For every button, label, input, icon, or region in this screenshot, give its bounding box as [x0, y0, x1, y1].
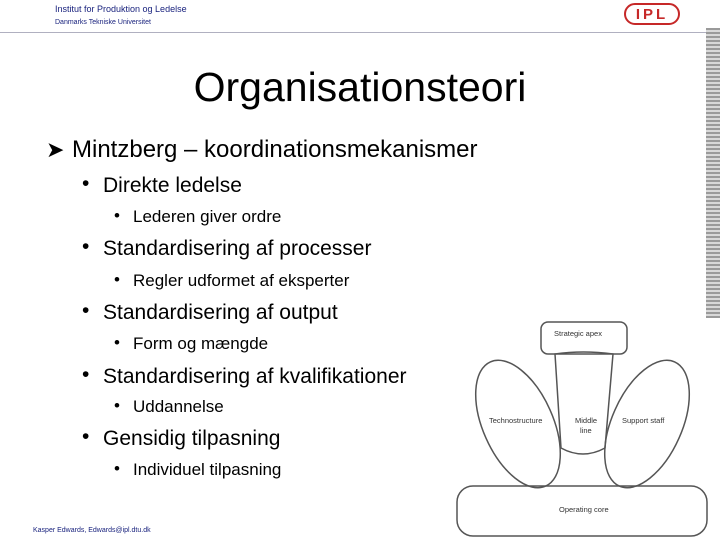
technostructure-label: Technostructure	[489, 416, 543, 425]
list-item-label: Standardisering af kvalifikationer	[103, 365, 407, 388]
bullet-dot-icon: •	[82, 299, 90, 322]
bullet-dot-icon: •	[82, 172, 90, 195]
bullet-dot-icon: •	[114, 206, 120, 225]
sub-item-label: Form og mængde	[133, 334, 269, 353]
sub-item-label: Lederen giver ordre	[133, 207, 282, 226]
list-item-label: Standardisering af processer	[103, 237, 372, 260]
operating-core-label: Operating core	[559, 505, 609, 514]
mintzberg-structure-diagram	[455, 318, 710, 540]
strategic-apex-label: Strategic apex	[554, 329, 602, 338]
main-bullet-text: Mintzberg – koordinationsmekanismer	[72, 136, 478, 163]
strategic-apex-box	[541, 322, 627, 354]
sub-item-label: Uddannelse	[133, 397, 224, 416]
bullet-dot-icon: •	[114, 396, 120, 415]
bullet-dot-icon: •	[114, 270, 120, 289]
list-item-label: Standardisering af output	[103, 301, 338, 324]
header-divider	[0, 32, 706, 33]
university-name: Danmarks Tekniske Universitet	[55, 19, 151, 26]
slide-title: Organisationsteori	[193, 64, 527, 110]
ipl-logo: IPL	[624, 3, 680, 25]
sub-item-label: Individuel tilpasning	[133, 460, 282, 479]
bullet-dot-icon: •	[114, 333, 120, 352]
list-item-label: Direkte ledelse	[103, 174, 242, 197]
middle-line-label-2: line	[580, 426, 592, 435]
middle-line-shape	[555, 352, 613, 454]
list-item-label: Gensidig tilpasning	[103, 427, 281, 450]
bullet-dot-icon: •	[114, 459, 120, 478]
middle-line-label: Middle	[575, 416, 598, 425]
sub-item-label: Regler udformet af eksperter	[133, 271, 350, 290]
arrow-bullet-icon: ➤	[46, 137, 65, 162]
support-staff-label: Support staff	[622, 416, 665, 425]
bullet-dot-icon: •	[82, 425, 90, 448]
bullet-dot-icon: •	[82, 363, 90, 386]
institute-name: Institut for Produktion og Ledelse	[55, 4, 187, 14]
footer-author: Kasper Edwards, Edwards@ipl.dtu.dk	[33, 527, 151, 534]
bullet-dot-icon: •	[82, 235, 90, 258]
